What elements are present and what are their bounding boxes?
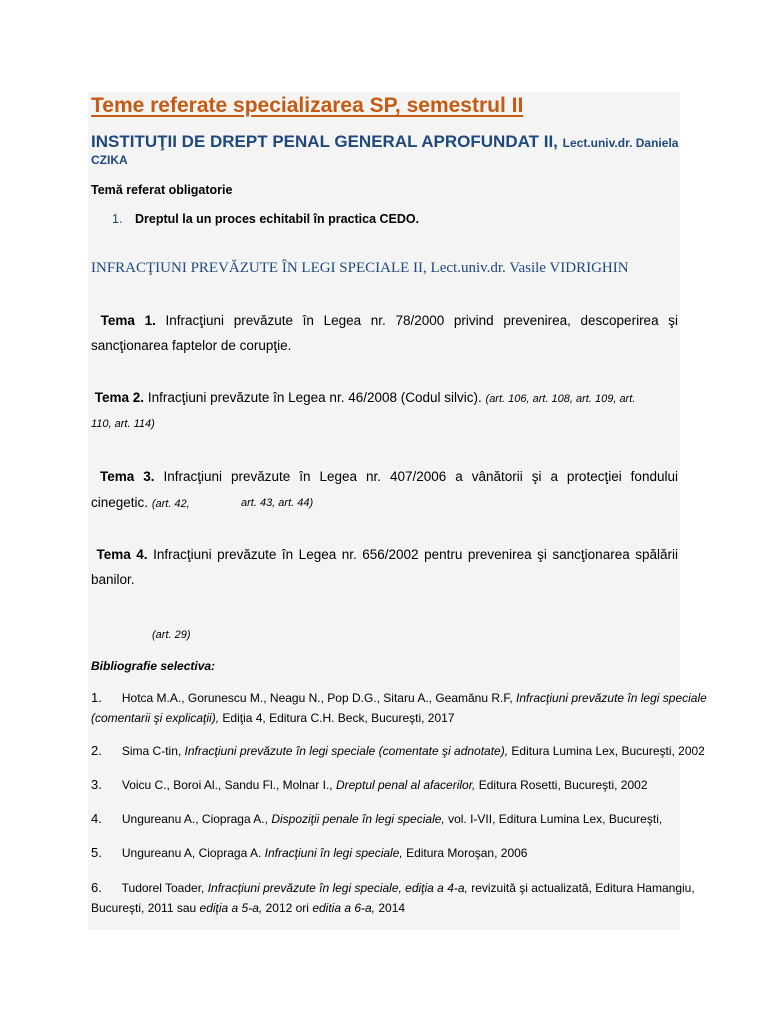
bib-6-line2-b: ediţia a 5-a, bbox=[199, 901, 263, 915]
bib-3-rest: Editura Rosetti, Bucureşti, 2002 bbox=[478, 778, 648, 792]
topic-1-text: Infracţiuni prevăzute în Legea nr. 78/2000 privind prevenirea, descoperirea şi bbox=[165, 313, 678, 328]
topic-3-label: Tema 3. bbox=[99, 469, 155, 484]
bib-item-2 bbox=[91, 743, 705, 758]
bib-4-rest: vol. I-VII, Editura Lumina Lex, Bucureşti, bbox=[448, 812, 663, 826]
topic-2-refs: (art. 106, art. 108, art. 109, art. bbox=[485, 393, 636, 405]
bib-5-rest: Editura Moroşan, 2006 bbox=[406, 846, 528, 860]
topic-3-line2 bbox=[91, 495, 190, 510]
page-title: Teme referate specializarea SP, semestrul II bbox=[91, 94, 524, 117]
bib-6-line2-d: editia a 6-a, bbox=[312, 901, 376, 915]
bib-6-line2-e: 2014 bbox=[378, 901, 406, 915]
bib-item-3 bbox=[91, 777, 648, 792]
topic-2-text: Infracţiuni prevăzute în Legea nr. 46/2008 (Codul silvic). bbox=[147, 390, 482, 405]
course2-heading: INFRACŢIUNI PREVĂZUTE ÎN LEGI SPECIALE II, Lect.univ.dr. Vasile VIDRIGHIN bbox=[91, 260, 629, 276]
topic-1-label: Tema 1. bbox=[100, 313, 156, 328]
bib-5-title: Infracţiuni în legi speciale, bbox=[264, 846, 403, 860]
bib-item-6-cont bbox=[91, 901, 405, 915]
bib-6-num: 6. bbox=[91, 880, 102, 895]
bib-5-authors: Ungureanu A, Ciopraga A. bbox=[121, 846, 262, 860]
bib-3-title: Dreptul penal al afacerilor, bbox=[335, 778, 476, 792]
bib-2-num: 2. bbox=[91, 743, 102, 758]
bib-4-authors: Ungureanu A., Ciopraga A., bbox=[121, 812, 268, 826]
topic-4-text: Infracţiuni prevăzute în Legea nr. 656/2002 pentru prevenirea şi sancţionarea spălării bbox=[153, 547, 678, 562]
bib-3-authors: Voicu C., Boroi Al., Sandu Fl., Molnar I., bbox=[121, 778, 333, 792]
bibliography-heading: Bibliografie selectiva: bbox=[91, 659, 216, 673]
topic-4-label: Tema 4. bbox=[96, 547, 148, 562]
bib-1-num: 1. bbox=[91, 690, 102, 705]
bib-4-num: 4. bbox=[91, 811, 102, 826]
topic-2-line1 bbox=[91, 390, 635, 405]
topic-3-line1 bbox=[91, 469, 678, 484]
bib-item-4 bbox=[91, 811, 662, 826]
bib-1-line2-italic: (comentarii şi explicaţii), bbox=[91, 711, 220, 725]
topic-2-refs-cont: 110, art. 114) bbox=[91, 418, 155, 430]
bib-6-authors: Tudorel Toader, bbox=[121, 881, 205, 895]
bib-6-title: Infracţiuni prevăzute în legi speciale, ediţia a 4-a, bbox=[207, 881, 468, 895]
topic-3-refs-a: (art. 42, bbox=[151, 498, 190, 510]
course1-lecturer: Lect.univ.dr. Daniela bbox=[562, 136, 679, 150]
topic-4-line2: banilor. bbox=[91, 572, 135, 587]
mandatory-item-number: 1. bbox=[112, 212, 123, 226]
topic-1-line2: sancţionarea faptelor de corupţie. bbox=[91, 338, 292, 353]
bib-item-1-cont bbox=[91, 711, 455, 725]
topic-3-text: Infracţiuni prevăzute în Legea nr. 407/2006 a vânătorii şi a protecţiei fondului bbox=[163, 469, 678, 484]
bib-1-title: Infracţiuni prevăzute în legi speciale bbox=[516, 691, 707, 705]
topic-2-label: Tema 2. bbox=[94, 390, 145, 405]
bib-2-rest: Editura Lumina Lex, Bucureşti, 2002 bbox=[511, 744, 705, 758]
bib-6-rest: revizuită şi actualizată, Editura Hamangiu, bbox=[471, 881, 695, 895]
bib-3-num: 3. bbox=[91, 777, 102, 792]
bib-6-line2-c: 2012 ori bbox=[265, 901, 309, 915]
topic-4-refs: (art. 29) bbox=[152, 629, 191, 641]
bib-2-title: Infracţiuni prevăzute în legi speciale (comentate şi adnotate), bbox=[184, 744, 509, 758]
topic-3-refs-b: art. 43, art. 44) bbox=[241, 497, 314, 509]
mandatory-label: Temă referat obligatorie bbox=[91, 183, 233, 197]
bib-5-num: 5. bbox=[91, 845, 102, 860]
bib-item-6 bbox=[91, 880, 695, 895]
bib-6-line2-a: Bucureşti, 2011 sau bbox=[91, 901, 197, 915]
bib-2-authors: Sima C-tin, bbox=[121, 744, 182, 758]
bib-item-5 bbox=[91, 845, 527, 860]
course1-heading bbox=[91, 132, 678, 152]
bib-item-1 bbox=[91, 690, 707, 705]
topic-3-text-cont: cinegetic. bbox=[91, 495, 149, 510]
mandatory-item-text: Dreptul la un proces echitabil în practica CEDO. bbox=[135, 212, 420, 226]
course1-lecturer-cont: CZIKA bbox=[91, 153, 128, 167]
bib-4-title: Dispoziţii penale în legi speciale, bbox=[271, 812, 445, 826]
bib-1-authors: Hotca M.A., Gorunescu M., Neagu N., Pop D.G., Sitaru A., Geamănu R.F, bbox=[121, 691, 513, 705]
bib-1-line2-rest: Ediţia 4, Editura C.H. Beck, Bucureşti, 2017 bbox=[222, 711, 455, 725]
topic-1-line1 bbox=[91, 313, 678, 328]
course1-name: INSTITUŢII DE DREPT PENAL GENERAL APROFUNDAT II, bbox=[91, 132, 558, 151]
topic-4-line1 bbox=[91, 547, 678, 562]
